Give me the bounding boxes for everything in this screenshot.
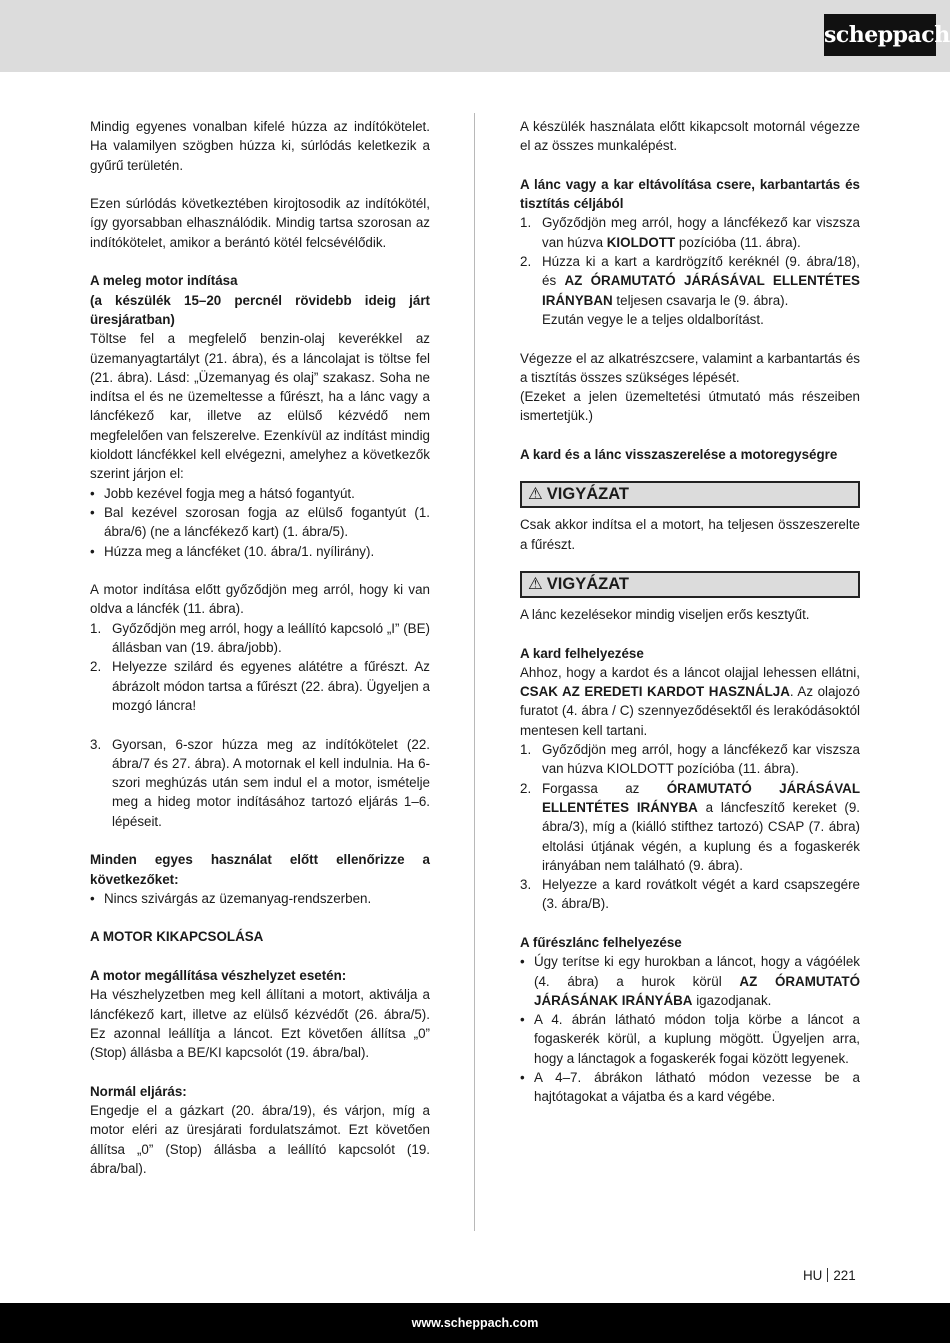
website-link[interactable]: www.scheppach.com [411, 1316, 539, 1330]
paragraph: A motor indítása előtt győződjön meg arról, hogy ki van oldva a láncfék (11. ábra). [90, 582, 430, 617]
section-heading: A MOTOR KIKAPCSOLÁSA [90, 929, 264, 945]
paragraph: Ahhoz, hogy a kardot és a láncot olajjal lehessen ellátni, CSAK AZ EREDETI KARDOT HASZNÁLJA. Az olajozó furatot (4. ábra / C) szennyeződésektől és lerakódásoktól mentesen kell tartani. [520, 664, 861, 738]
paragraph: Töltse fel a megfelelő benzin-olaj keverékkel az üzemanyagtartályt (21. ábra), és a láncolajat is töltse fel (21. ábra). Lásd: „Üzemanyag és olaj” szakasz. Soha ne indítsa el és ne üzemeltesse a fűrészt, ha a lánc vagy a láncfékező kar, illetve az elülső kézvédő nem megfelelően van felszerelve. Ezenkívül az indítást mindig kioldott láncfékkel kell elvégezni, amelyhez a következők szerint járjon el: [90, 331, 430, 482]
paragraph: Ha vészhelyzetben meg kell állítani a motort, aktiválja a láncfékező kart, illetve az elülső kézvédőt (26. ábra/5). Ez azonnal leállítja a láncot. Ezt követően állítsa „0” (Stop) állásba a BE/KI kapcsolót (19. ábra/bal). [90, 987, 430, 1061]
paragraph: Végezze el az alkatrészcsere, valamint a karbantartás és a tisztítás összes szükséges lépését. [520, 350, 860, 385]
section-heading: Minden egyes használat előtt ellenőrizze a következőket: [90, 852, 430, 887]
page-number [803, 1266, 856, 1285]
language-code: HU [803, 1268, 823, 1283]
list-item: 1. Győződjön meg arról, hogy a leállító kapcsoló „I” (BE) állásban van (19. ábra/jobb). [90, 620, 430, 656]
page-index: 221 [833, 1268, 856, 1283]
section-heading: A fűrészlánc felhelyezése [520, 934, 682, 950]
numbered-list [90, 735, 430, 831]
numbered-list [90, 619, 430, 715]
list-item: • Bal kezével szorosan fogja az elülső fogantyút (1. ábra/6) (ne a láncfékező kart) (1. ábra/5). [90, 503, 430, 542]
list-item: 1. Győződjön meg arról, hogy a láncfékező kar viszsza van húzva KIOLDOTT pozícióba (11. ábra). [520, 742, 860, 777]
section-heading: A motor megállítása vészhelyzet esetén: [90, 968, 347, 984]
list-item: 3. Gyorsan, 6-szor húzza meg az indítókötelet (22. ábra/7 és 27. ábra). A motornak el kell indulnia. Ha 6-szori meghúzás után sem indul el a motor, ismételje meg a hideg motor indításához tartozó eljárás 1–6. lépéseit. [90, 736, 430, 829]
list-item: 2. Helyezze szilárd és egyenes alátétre a fűrészt. Az ábrázolt módon tartsa a fűrészt (22. ábra). Ügyeljen a mozgó láncra! [90, 659, 430, 713]
paragraph: Csak akkor indítsa el a motort, ha teljesen összeszerelte a fűrészt. [520, 517, 860, 552]
paragraph: Engedje el a gázkart (20. ábra/19), és várjon, míg a motor eléri az üresjárati fordulatszámot. Ezt követően állítsa „0” (Stop) állásba a leállító kapcsolót (19. ábra/bal). [90, 1103, 430, 1177]
list-item: • Jobb kezével fogja meg a hátsó fogantyút. [90, 484, 430, 503]
warning-box [520, 481, 860, 508]
paragraph: Ezen súrlódás következtében kirojtosodik az indítókötél, így gyorsabban elhasználódik. Mindig tartsa szorosan az indítókötelet, amikor a berántó kötél felcsévélődik. [90, 196, 430, 250]
warning-label: VIGYÁZAT [546, 485, 629, 504]
warning-icon: ⚠ [528, 485, 543, 504]
warning-box [520, 571, 860, 598]
list-item: • A 4. ábrán látható módon tolja körbe a láncot a fogaskerék körül, a kuplung mögött. Ügyeljen arra, hogy a lánctagok a fogaskerék fogai között legyenek. [520, 1010, 860, 1068]
left-column [90, 117, 430, 1178]
list-item: • Húzza meg a láncféket (10. ábra/1. nyílirány). [90, 542, 430, 561]
numbered-list [520, 213, 860, 329]
footer-bar [0, 1303, 950, 1343]
list-item: 3. Helyezze a kard rovátkolt végét a kard csapszegére (3. ábra/B). [520, 877, 860, 912]
list-item: • A 4–7. ábrákon látható módon vezesse be a hajtótagokat a vájatba és a kard végébe. [520, 1068, 860, 1107]
paragraph: A készülék használata előtt kikapcsolt motornál végezze el az összes munkalépést. [520, 119, 860, 154]
section-subheading: (a készülék 15–20 percnél rövidebb ideig járt üresjáratban) [90, 292, 430, 327]
column-divider [474, 113, 475, 1231]
paragraph: A lánc kezelésekor mindig viseljen erős kesztyűt. [520, 606, 810, 622]
list-item: 1. Győződjön meg arról, hogy a láncfékező kar viszsza van húzva KIOLDOTT pozícióba (11. ábra). [520, 215, 860, 250]
list-item: 2. Húzza ki a kart a kardrögzítő keréknél (9. ábra/18), és AZ ÓRAMUTATÓ JÁRÁSÁVAL ELLENTÉTES IRÁNYBAN teljesen csavarja le (9. ábra). Ezután vegye le a teljes oldalborítást. [520, 254, 860, 327]
warning-icon: ⚠ [528, 574, 543, 593]
section-heading: A meleg motor indítása [90, 273, 238, 289]
list-item: • Úgy terítse ki egy hurokban a láncot, hogy a vágóélek (4. ábra) a hurok körül AZ ÓRAMUTATÓ JÁRÁSÁNAK IRÁNYÁBA igazodjanak. [520, 952, 860, 1010]
brand-logo: scheppach [824, 14, 936, 56]
right-column [520, 117, 860, 1107]
section-heading: A lánc vagy a kar eltávolítása csere, karbantartás és tisztítás céljából [520, 176, 860, 212]
section-heading: A kard és a lánc visszaszerelése a motoregységre [520, 447, 838, 463]
header-bar [0, 0, 950, 72]
numbered-list [520, 740, 860, 914]
bullet-list [90, 484, 430, 561]
bullet-list [90, 889, 430, 908]
paragraph: (Ezeket a jelen üzemeltetési útmutató más részeiben ismertetjük.) [520, 389, 860, 424]
section-heading: A kard felhelyezése [520, 645, 644, 661]
paragraph: Mindig egyenes vonalban kifelé húzza az indítókötelet. Ha valamilyen szögben húzza ki, súrlódás keletkezik a gyűrű területén. [90, 119, 430, 173]
bullet-list [520, 952, 860, 1106]
list-item: 2. Forgassa az ÓRAMUTATÓ JÁRÁSÁVAL ELLENTÉTES IRÁNYBA a láncfeszítő kereket (9. ábra/3), míg a (kiálló stifthez tartozó) CSAP (7. ábra) eltolási útjának végén, a kuplung és a fogaskerék irányában nem található (9. ábra). [520, 780, 860, 873]
section-heading: Normál eljárás: [90, 1083, 187, 1099]
list-item: • Nincs szivárgás az üzemanyag-rendszerben. [90, 889, 430, 908]
warning-label: VIGYÁZAT [546, 574, 629, 593]
